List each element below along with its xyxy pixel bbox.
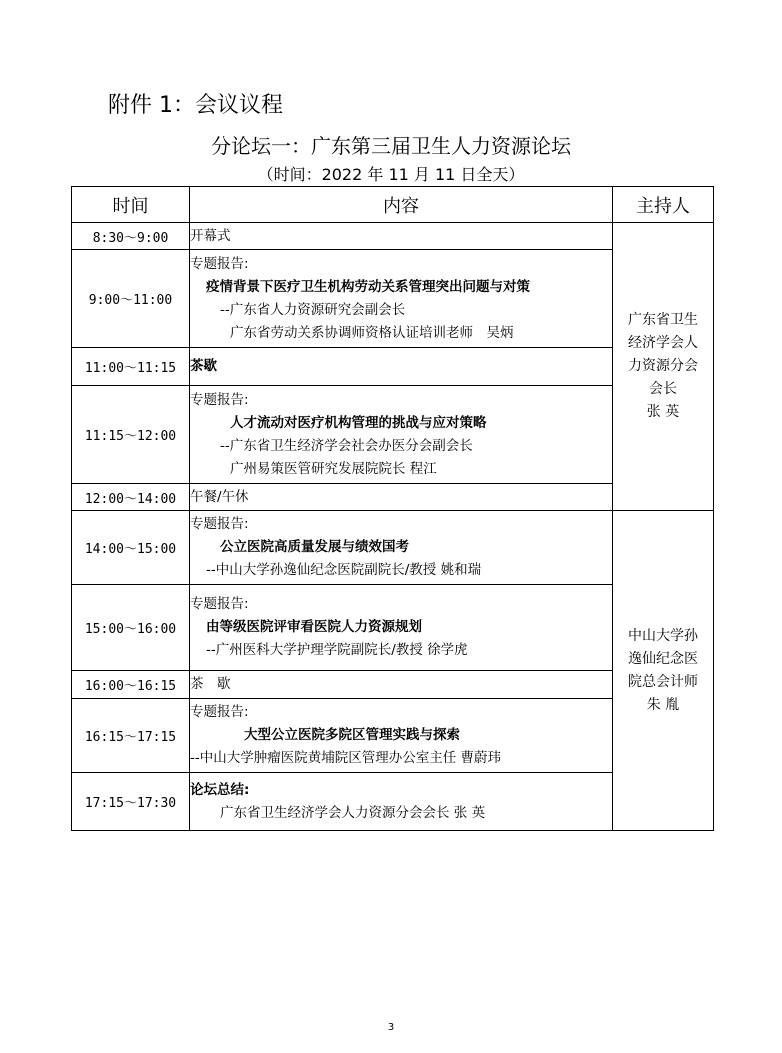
- content-line: 茶歇: [190, 358, 217, 374]
- speaker-line: 广东省劳动关系协调师资格认证培训老师 吴炳: [230, 324, 514, 341]
- time-cell: 14:00～15:00: [72, 511, 190, 585]
- header-time: 时间: [72, 187, 190, 223]
- forum-title: 分论坛一：广东第三届卫生人力资源论坛: [211, 134, 571, 158]
- host-line: 张 英: [646, 404, 680, 420]
- time-cell: 9:00～11:00: [72, 250, 190, 348]
- host-cell: [613, 511, 714, 831]
- speaker-line: 广州易策医管研究发展院院长 程江: [230, 460, 437, 477]
- header-host: 主持人: [613, 187, 714, 223]
- host-line: 力资源分会: [628, 358, 698, 374]
- host-line: 广东省卫生: [628, 312, 698, 328]
- talk-title: 大型公立医院多院区管理实践与探索: [244, 727, 460, 743]
- talk-title: 疫情背景下医疗卫生机构劳动关系管理突出问题与对策: [206, 278, 530, 295]
- host-line: 中山大学孙: [628, 627, 698, 644]
- speaker-line: --广东省人力资源研究会副会长: [220, 301, 406, 318]
- page-number: 3: [387, 1022, 395, 1033]
- content-cell: [190, 773, 613, 831]
- header-content: 内容: [190, 187, 613, 223]
- content-cell: [190, 585, 613, 671]
- host-line: 院总会计师: [628, 673, 698, 690]
- content-line: 专题报告:: [190, 391, 249, 408]
- speaker-line: --中山大学肿瘤医院黄埔院区管理办公室主任 曹蔚玮: [190, 750, 502, 766]
- content-cell: [190, 699, 613, 773]
- content-line: 论坛总结:: [190, 781, 250, 798]
- agenda-table: [71, 186, 714, 831]
- speaker-line: --中山大学孙逸仙纪念医院副院长/教授 姚和瑞: [206, 562, 482, 578]
- content-cell: [190, 223, 613, 250]
- content-cell: [190, 671, 613, 699]
- time-cell: 17:15～17:30: [72, 773, 190, 831]
- content-line: 开幕式: [190, 227, 231, 244]
- speaker-line: --广东省卫生经济学会社会办医分会副会长: [220, 437, 473, 454]
- content-line: 专题报告:: [190, 704, 249, 720]
- content-cell: [190, 511, 613, 585]
- talk-title: 由等级医院评审看医院人力资源规划: [206, 619, 422, 635]
- time-cell: 16:00～16:15: [72, 671, 190, 699]
- host-line: 经济学会人: [628, 335, 698, 351]
- content-line: 茶 歇: [190, 676, 231, 692]
- speaker-line: --广州医科大学护理学院副院长/教授 徐学虎: [206, 642, 468, 658]
- content-cell: [190, 386, 613, 484]
- table-header-row: [72, 187, 714, 223]
- host-line: 逸仙纪念医: [628, 650, 698, 667]
- time-cell: 16:15～17:15: [72, 699, 190, 773]
- time-subtitle: （时间：2022 年 11 月 11 日全天）: [257, 165, 525, 184]
- content-cell: [190, 250, 613, 348]
- table-row: [72, 223, 714, 250]
- talk-title: 人才流动对医疗机构管理的挑战与应对策略: [230, 414, 487, 431]
- content-cell: [190, 484, 613, 511]
- speaker-line: 广东省卫生经济学会人力资源分会会长 张 英: [220, 804, 486, 821]
- host-cell: [613, 223, 714, 511]
- time-cell: 12:00～14:00: [72, 484, 190, 511]
- table-row: [72, 511, 714, 585]
- time-cell: 8:30～9:00: [72, 223, 190, 250]
- document-heading: 附件 1：会议议程: [108, 93, 283, 118]
- content-line: 午餐/午休: [190, 488, 249, 505]
- content-line: 专题报告:: [190, 516, 249, 532]
- talk-title: 公立医院高质量发展与绩效国考: [220, 539, 409, 555]
- content-cell: [190, 348, 613, 386]
- time-cell: 15:00～16:00: [72, 585, 190, 671]
- host-line: 朱 胤: [646, 696, 680, 713]
- time-cell: 11:00～11:15: [72, 348, 190, 386]
- time-cell: 11:15～12:00: [72, 386, 190, 484]
- host-line: 会长: [649, 381, 677, 397]
- content-line: 专题报告:: [190, 596, 249, 612]
- content-line: 专题报告:: [190, 255, 249, 272]
